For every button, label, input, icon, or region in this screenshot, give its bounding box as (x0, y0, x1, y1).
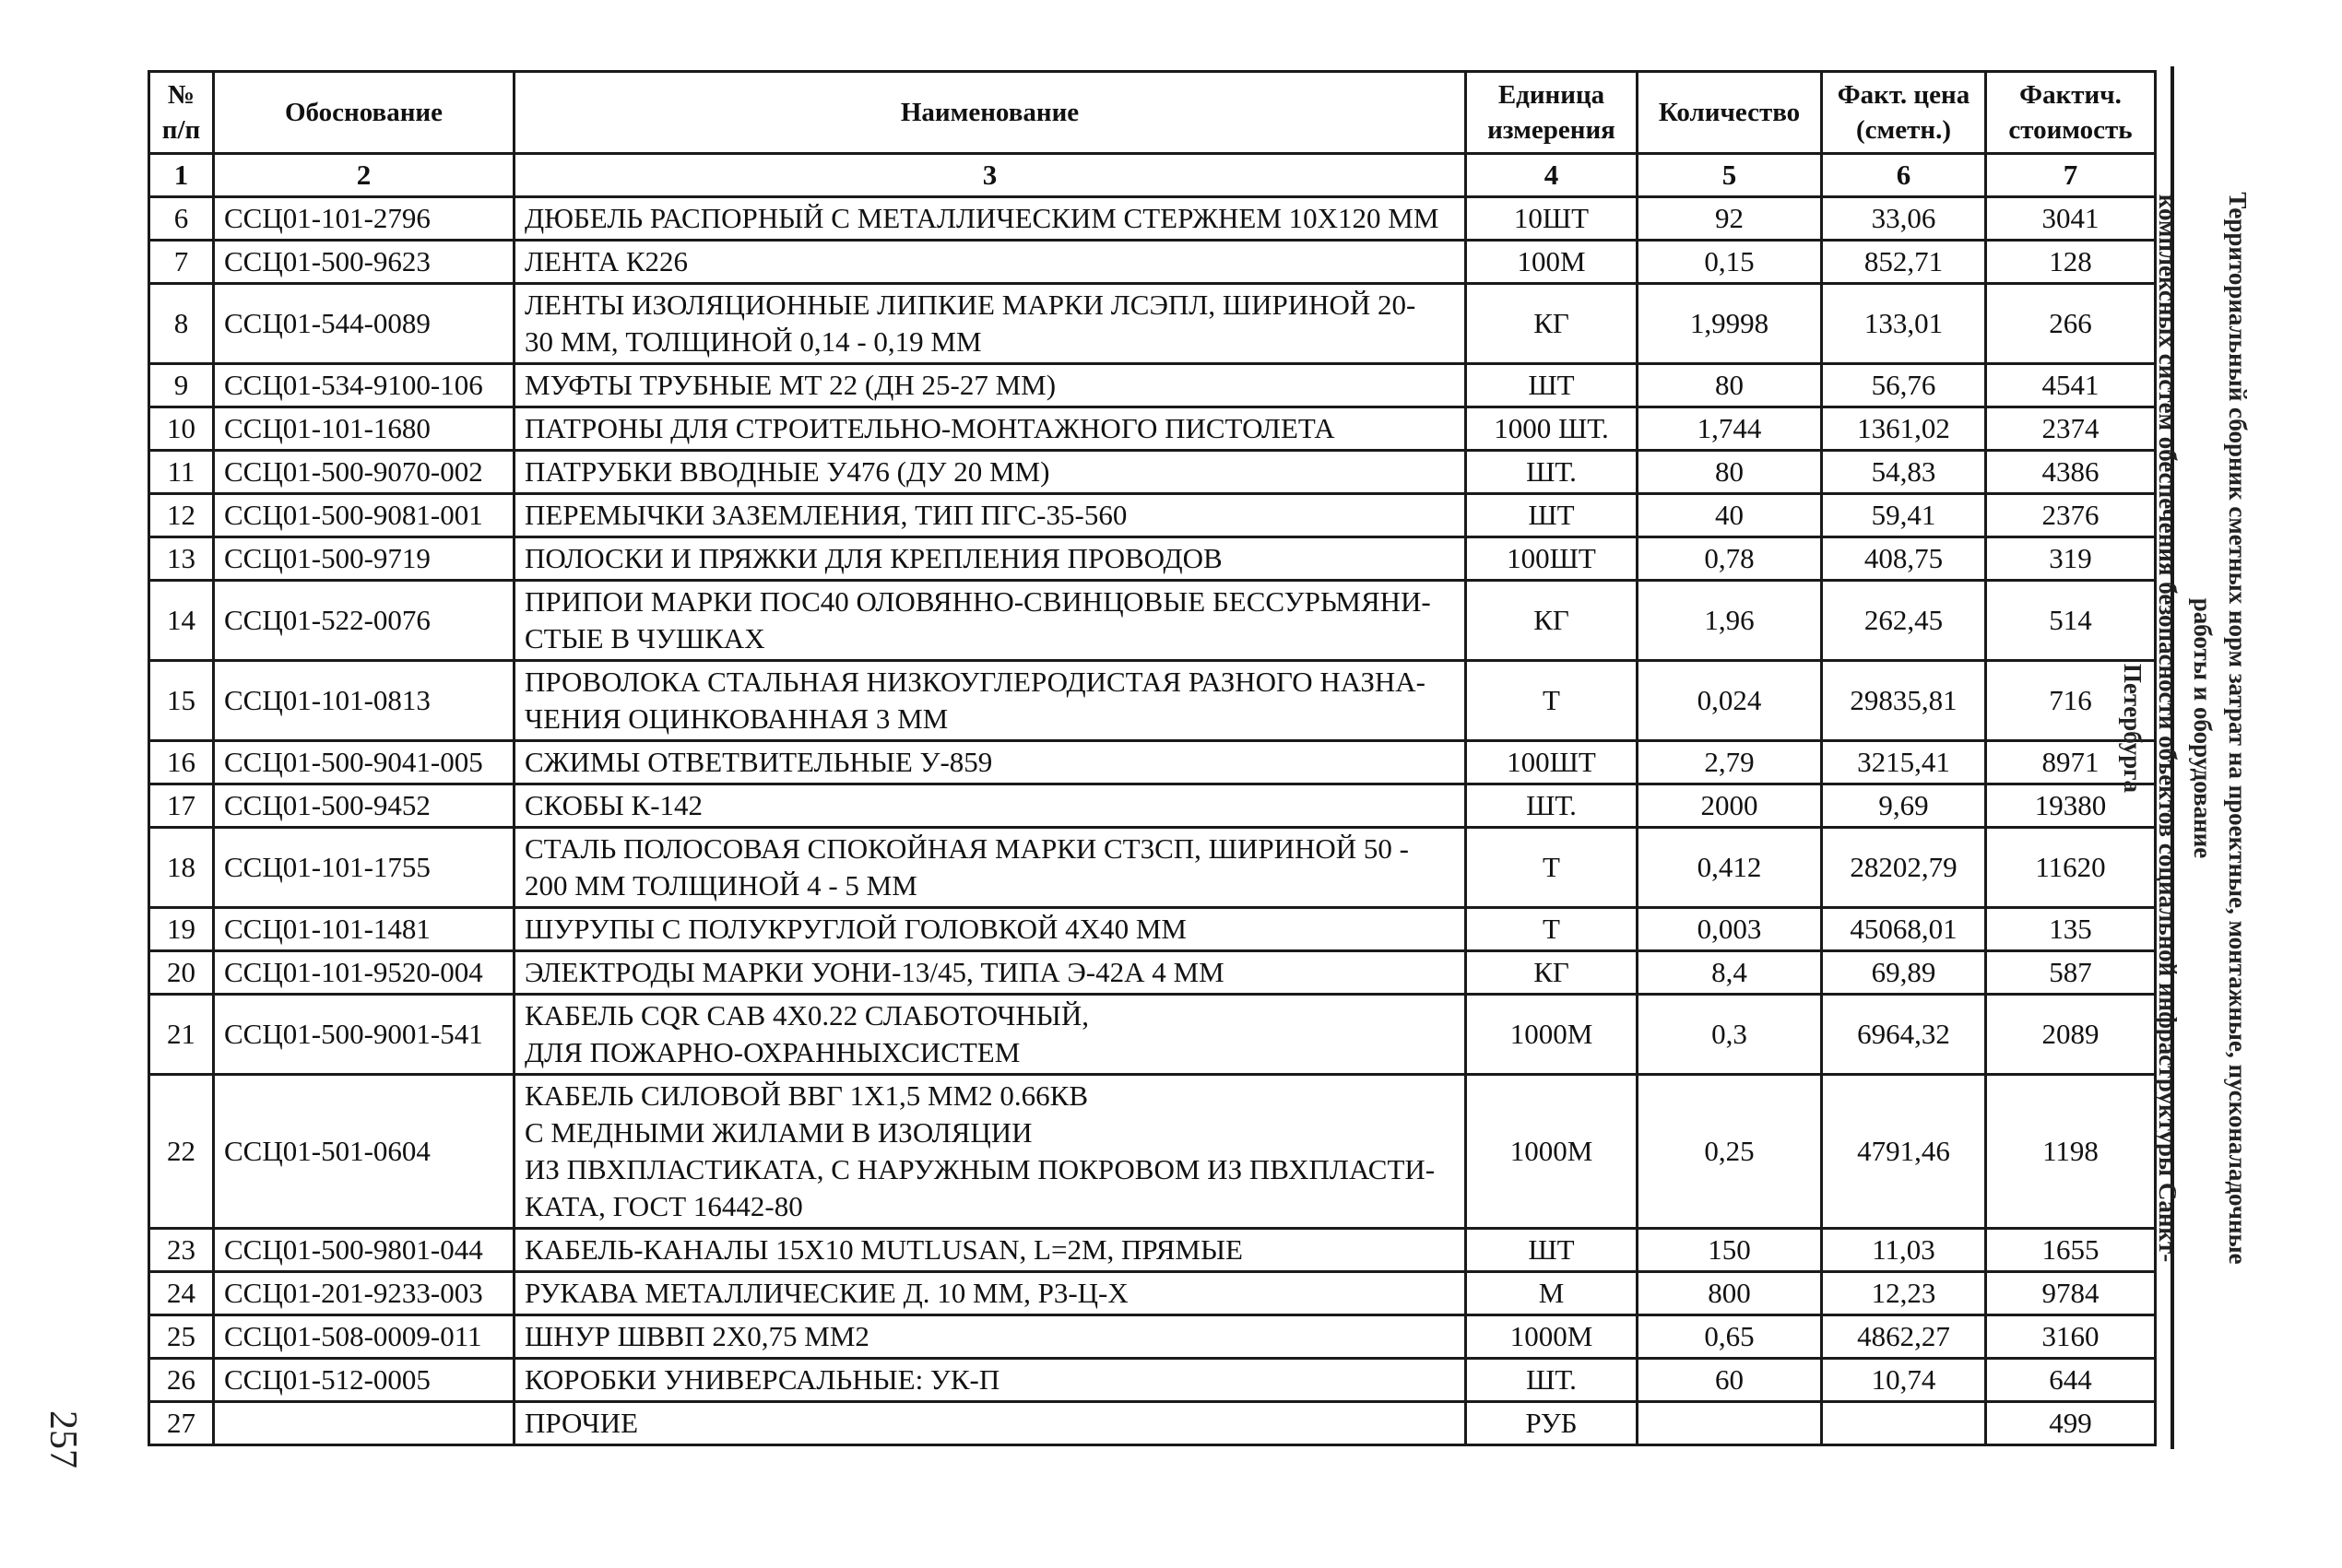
cell-unit: ШТ (1466, 1229, 1638, 1272)
cell-basis: ССЦ01-500-9801-044 (214, 1229, 515, 1272)
cell-basis: ССЦ01-512-0005 (214, 1359, 515, 1402)
table-row (149, 1359, 2156, 1402)
cell-price: 852,71 (1822, 241, 1986, 284)
cell-number: 16 (149, 741, 214, 784)
cell-basis (214, 1402, 515, 1445)
cell-basis: ССЦ01-500-9081-001 (214, 494, 515, 537)
cell-number: 10 (149, 407, 214, 451)
cell-name: КОРОБКИ УНИВЕРСАЛЬНЫЕ: УК-П (515, 1359, 1466, 1402)
cell-quantity: 8,4 (1638, 951, 1822, 995)
cell-unit: ШТ. (1466, 784, 1638, 828)
cell-basis: ССЦ01-500-9719 (214, 537, 515, 581)
cell-basis: ССЦ01-501-0604 (214, 1075, 515, 1229)
table-row (149, 995, 2156, 1075)
table-row (149, 1402, 2156, 1445)
cell-price: 29835,81 (1822, 661, 1986, 741)
table-body (149, 197, 2156, 1445)
header-quantity: Количество (1638, 72, 1822, 154)
table-row (149, 951, 2156, 995)
cell-name: КАБЕЛЬ-КАНАЛЫ 15X10 MUTLUSAN, L=2M, ПРЯМЫЕ (515, 1229, 1466, 1272)
cell-cost: 514 (1986, 581, 2156, 661)
table-row (149, 364, 2156, 407)
cell-name: РУКАВА МЕТАЛЛИЧЕСКИЕ Д. 10 ММ, Р3-Ц-Х (515, 1272, 1466, 1315)
cell-name: ПРОЧИЕ (515, 1402, 1466, 1445)
cell-cost: 3160 (1986, 1315, 2156, 1359)
cell-cost: 4541 (1986, 364, 2156, 407)
cell-cost: 8971 (1986, 741, 2156, 784)
cell-cost: 716 (1986, 661, 2156, 741)
estimate-table (148, 70, 2157, 1446)
cell-number: 17 (149, 784, 214, 828)
column-number: 3 (515, 154, 1466, 197)
table-row (149, 741, 2156, 784)
page-number: 257 (41, 1410, 84, 1468)
cell-number: 26 (149, 1359, 214, 1402)
table-row (149, 537, 2156, 581)
cell-unit: 100ШТ (1466, 537, 1638, 581)
cell-number: 12 (149, 494, 214, 537)
cell-quantity: 0,25 (1638, 1075, 1822, 1229)
cell-unit: Т (1466, 908, 1638, 951)
cell-number: 23 (149, 1229, 214, 1272)
cell-price: 54,83 (1822, 451, 1986, 494)
cell-cost: 2374 (1986, 407, 2156, 451)
table-row (149, 284, 2156, 364)
cell-number: 20 (149, 951, 214, 995)
cell-basis: ССЦ01-101-1481 (214, 908, 515, 951)
cell-basis: ССЦ01-101-1755 (214, 828, 515, 908)
cell-unit: КГ (1466, 284, 1638, 364)
cell-unit: 10ШТ (1466, 197, 1638, 241)
cell-basis: ССЦ01-500-9070-002 (214, 451, 515, 494)
cell-number: 7 (149, 241, 214, 284)
cell-name: ДЮБЕЛЬ РАСПОРНЫЙ С МЕТАЛЛИЧЕСКИМ СТЕРЖНЕМ 10Х120 ММ (515, 197, 1466, 241)
column-number: 7 (1986, 154, 2156, 197)
cell-name: ПРОВОЛОКА СТАЛЬНАЯ НИЗКОУГЛЕРОДИСТАЯ РАЗНОГО НАЗНА- ЧЕНИЯ ОЦИНКОВАННАЯ 3 ММ (515, 661, 1466, 741)
cell-cost: 11620 (1986, 828, 2156, 908)
cell-price: 3215,41 (1822, 741, 1986, 784)
cell-number: 15 (149, 661, 214, 741)
cell-price: 11,03 (1822, 1229, 1986, 1272)
cell-quantity: 60 (1638, 1359, 1822, 1402)
table-row (149, 908, 2156, 951)
side-title (2115, 157, 2255, 1300)
cell-number: 6 (149, 197, 214, 241)
cell-cost: 128 (1986, 241, 2156, 284)
table-row (149, 451, 2156, 494)
cell-cost: 1198 (1986, 1075, 2156, 1229)
side-title-line1: Территориальный сборник сметных норм затрат на проектные, монтажные, пусконаладочные работы и оборудование (2189, 192, 2252, 1265)
table-row (149, 494, 2156, 537)
cell-cost: 499 (1986, 1402, 2156, 1445)
cell-basis: ССЦ01-500-9001-541 (214, 995, 515, 1075)
cell-price: 408,75 (1822, 537, 1986, 581)
cell-quantity: 0,65 (1638, 1315, 1822, 1359)
cell-basis: ССЦ01-500-9041-005 (214, 741, 515, 784)
cell-basis: ССЦ01-522-0076 (214, 581, 515, 661)
table-row (149, 197, 2156, 241)
side-title-line2: комплексных систем обеспечения безопасности объектов социальной инфраструктуры Санкт-Петербурга (2119, 194, 2182, 1263)
cell-cost: 2376 (1986, 494, 2156, 537)
cell-quantity: 40 (1638, 494, 1822, 537)
cell-cost: 9784 (1986, 1272, 2156, 1315)
header-basis: Обоснование (214, 72, 515, 154)
cell-name: ШУРУПЫ С ПОЛУКРУГЛОЙ ГОЛОВКОЙ 4Х40 ММ (515, 908, 1466, 951)
cell-name: СКОБЫ К-142 (515, 784, 1466, 828)
cell-unit: ШТ (1466, 494, 1638, 537)
table-row (149, 1229, 2156, 1272)
cell-cost: 319 (1986, 537, 2156, 581)
cell-quantity (1638, 1402, 1822, 1445)
cell-basis: ССЦ01-101-9520-004 (214, 951, 515, 995)
cell-price: 262,45 (1822, 581, 1986, 661)
table-row (149, 1075, 2156, 1229)
cell-quantity: 80 (1638, 451, 1822, 494)
cell-basis: ССЦ01-101-2796 (214, 197, 515, 241)
cell-basis: ССЦ01-534-9100-106 (214, 364, 515, 407)
cell-cost: 587 (1986, 951, 2156, 995)
cell-number: 22 (149, 1075, 214, 1229)
cell-price: 59,41 (1822, 494, 1986, 537)
cell-name: ПЕРЕМЫЧКИ ЗАЗЕМЛЕНИЯ, ТИП ПГС-35-560 (515, 494, 1466, 537)
cell-number: 25 (149, 1315, 214, 1359)
header-price: Факт. цена (сметн.) (1822, 72, 1986, 154)
header-number: № п/п (149, 72, 214, 154)
cell-price: 4862,27 (1822, 1315, 1986, 1359)
cell-cost: 3041 (1986, 197, 2156, 241)
cell-unit: 1000М (1466, 1075, 1638, 1229)
table-row (149, 241, 2156, 284)
cell-quantity: 2000 (1638, 784, 1822, 828)
cell-number: 24 (149, 1272, 214, 1315)
cell-name: ПАТРУБКИ ВВОДНЫЕ У476 (ДУ 20 ММ) (515, 451, 1466, 494)
cell-price: 9,69 (1822, 784, 1986, 828)
cell-name: ПРИПОИ МАРКИ ПОС40 ОЛОВЯННО-СВИНЦОВЫЕ БЕССУРЬМЯНИ- СТЫЕ В ЧУШКАХ (515, 581, 1466, 661)
cell-price: 12,23 (1822, 1272, 1986, 1315)
header-cost: Фактич. стоимость (1986, 72, 2156, 154)
cell-number: 14 (149, 581, 214, 661)
table-row (149, 1272, 2156, 1315)
cell-name: ПОЛОСКИ И ПРЯЖКИ ДЛЯ КРЕПЛЕНИЯ ПРОВОДОВ (515, 537, 1466, 581)
cell-number: 11 (149, 451, 214, 494)
cell-quantity: 150 (1638, 1229, 1822, 1272)
cell-unit: 100М (1466, 241, 1638, 284)
cell-name: СЖИМЫ ОТВЕТВИТЕЛЬНЫЕ У-859 (515, 741, 1466, 784)
cell-cost: 4386 (1986, 451, 2156, 494)
cell-name: СТАЛЬ ПОЛОСОВАЯ СПОКОЙНАЯ МАРКИ СТ3СП, ШИРИНОЙ 50 - 200 ММ ТОЛЩИНОЙ 4 - 5 ММ (515, 828, 1466, 908)
table-row (149, 581, 2156, 661)
cell-price (1822, 1402, 1986, 1445)
cell-quantity: 0,15 (1638, 241, 1822, 284)
cell-price: 133,01 (1822, 284, 1986, 364)
cell-unit: РУБ (1466, 1402, 1638, 1445)
cell-price: 4791,46 (1822, 1075, 1986, 1229)
cell-quantity: 800 (1638, 1272, 1822, 1315)
column-number: 4 (1466, 154, 1638, 197)
table-row (149, 784, 2156, 828)
cell-quantity: 1,9998 (1638, 284, 1822, 364)
cell-unit: ШТ. (1466, 1359, 1638, 1402)
cell-price: 10,74 (1822, 1359, 1986, 1402)
cell-price: 28202,79 (1822, 828, 1986, 908)
cell-quantity: 2,79 (1638, 741, 1822, 784)
cell-unit: ШТ (1466, 364, 1638, 407)
cell-quantity: 1,744 (1638, 407, 1822, 451)
cell-quantity: 0,024 (1638, 661, 1822, 741)
cell-name: ШНУР ШВВП 2Х0,75 ММ2 (515, 1315, 1466, 1359)
cell-price: 45068,01 (1822, 908, 1986, 951)
cell-name: ЭЛЕКТРОДЫ МАРКИ УОНИ-13/45, ТИПА Э-42А 4 ММ (515, 951, 1466, 995)
cell-cost: 266 (1986, 284, 2156, 364)
cell-basis: ССЦ01-544-0089 (214, 284, 515, 364)
cell-name: ПАТРОНЫ ДЛЯ СТРОИТЕЛЬНО-МОНТАЖНОГО ПИСТОЛЕТА (515, 407, 1466, 451)
cell-number: 13 (149, 537, 214, 581)
cell-quantity: 80 (1638, 364, 1822, 407)
cell-basis: ССЦ01-201-9233-003 (214, 1272, 515, 1315)
cell-price: 1361,02 (1822, 407, 1986, 451)
cell-number: 27 (149, 1402, 214, 1445)
cell-number: 18 (149, 828, 214, 908)
cell-basis: ССЦ01-500-9452 (214, 784, 515, 828)
cell-quantity: 0,3 (1638, 995, 1822, 1075)
cell-price: 33,06 (1822, 197, 1986, 241)
cell-cost: 2089 (1986, 995, 2156, 1075)
header-row (149, 72, 2156, 154)
cell-quantity: 92 (1638, 197, 1822, 241)
cell-unit: 1000М (1466, 1315, 1638, 1359)
cell-quantity: 0,003 (1638, 908, 1822, 951)
table-row (149, 828, 2156, 908)
cell-quantity: 1,96 (1638, 581, 1822, 661)
cell-number: 19 (149, 908, 214, 951)
cell-quantity: 0,78 (1638, 537, 1822, 581)
cell-quantity: 0,412 (1638, 828, 1822, 908)
cell-unit: КГ (1466, 581, 1638, 661)
cell-unit: ШТ. (1466, 451, 1638, 494)
cell-cost: 1655 (1986, 1229, 2156, 1272)
cell-cost: 135 (1986, 908, 2156, 951)
cell-name: МУФТЫ ТРУБНЫЕ МТ 22 (ДН 25-27 ММ) (515, 364, 1466, 407)
cell-price: 56,76 (1822, 364, 1986, 407)
cell-basis: ССЦ01-500-9623 (214, 241, 515, 284)
table-row (149, 661, 2156, 741)
column-number: 5 (1638, 154, 1822, 197)
cell-name: ЛЕНТЫ ИЗОЛЯЦИОННЫЕ ЛИПКИЕ МАРКИ ЛСЭПЛ, ШИРИНОЙ 20- 30 ММ, ТОЛЩИНОЙ 0,14 - 0,19 ММ (515, 284, 1466, 364)
header-name: Наименование (515, 72, 1466, 154)
cell-unit: 1000 ШТ. (1466, 407, 1638, 451)
table-row (149, 1315, 2156, 1359)
cell-name: КАБЕЛЬ CQR CAB 4X0.22 СЛАБОТОЧНЫЙ, ДЛЯ ПОЖАРНО-ОХРАННЫХСИСТЕМ (515, 995, 1466, 1075)
cell-unit: Т (1466, 661, 1638, 741)
column-number-row (149, 154, 2156, 197)
cell-price: 6964,32 (1822, 995, 1986, 1075)
cell-basis: ССЦ01-101-1680 (214, 407, 515, 451)
column-number: 6 (1822, 154, 1986, 197)
column-number: 2 (214, 154, 515, 197)
cell-number: 9 (149, 364, 214, 407)
cell-basis: ССЦ01-101-0813 (214, 661, 515, 741)
cell-unit: М (1466, 1272, 1638, 1315)
header-unit: Единица измерения (1466, 72, 1638, 154)
cell-basis: ССЦ01-508-0009-011 (214, 1315, 515, 1359)
cell-number: 21 (149, 995, 214, 1075)
cell-name: КАБЕЛЬ СИЛОВОЙ ВВГ 1Х1,5 ММ2 0.66КВ С МЕДНЫМИ ЖИЛАМИ В ИЗОЛЯЦИИ ИЗ ПВХПЛАСТИКАТА, С НАРУЖНЫМ ПОКРОВОМ ИЗ ПВХПЛАСТИ- КАТА, ГОСТ 16442-80 (515, 1075, 1466, 1229)
cell-unit: Т (1466, 828, 1638, 908)
cell-price: 69,89 (1822, 951, 1986, 995)
cell-unit: 1000М (1466, 995, 1638, 1075)
cell-cost: 644 (1986, 1359, 2156, 1402)
cell-unit: КГ (1466, 951, 1638, 995)
table-row (149, 407, 2156, 451)
cell-name: ЛЕНТА К226 (515, 241, 1466, 284)
cell-number: 8 (149, 284, 214, 364)
cell-cost: 19380 (1986, 784, 2156, 828)
cell-unit: 100ШТ (1466, 741, 1638, 784)
column-number: 1 (149, 154, 214, 197)
